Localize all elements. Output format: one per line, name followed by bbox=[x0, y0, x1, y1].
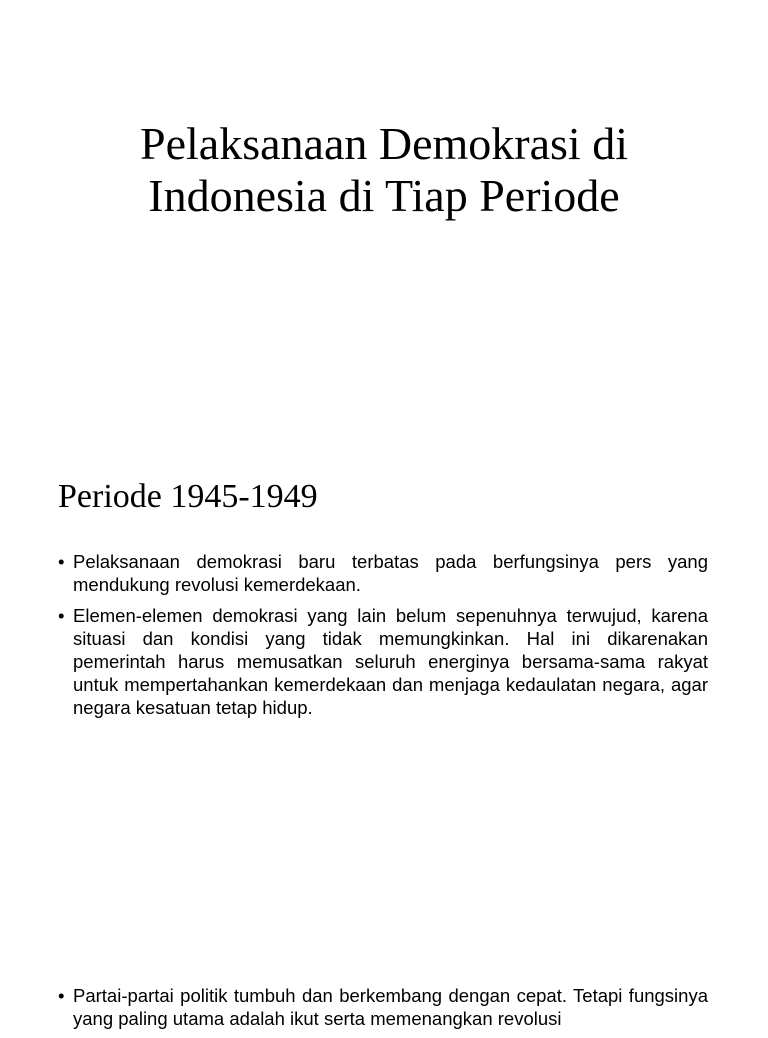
title-slide bbox=[0, 0, 768, 420]
slide-title-line-2: Indonesia di Tiap Periode bbox=[148, 170, 620, 221]
bullet-item: • Elemen-elemen demokrasi yang lain belum sepenuhnya terwujud, karena situasi dan kondisi yang tidak memungkinkan. Hal ini dikarenakan pemerintah harus memusatkan seluruh energinya bersama-sama rakyat untuk mempertahankan kemerdekaan dan menjaga kedaulatan negara, agar negara kesatuan tetap hidup. bbox=[58, 604, 708, 719]
slide-title-line-1: Pelaksanaan Demokrasi di bbox=[140, 118, 628, 169]
bullet-list bbox=[58, 550, 708, 727]
bullet-item: • Partai-partai politik tumbuh dan berkembang dengan cepat. Tetapi fungsinya yang paling utama adalah ikut serta memenangkan revolusi bbox=[58, 984, 708, 1030]
bullet-list-continued bbox=[58, 984, 708, 1038]
slide-title bbox=[60, 118, 708, 222]
section-heading: Periode 1945-1949 bbox=[58, 478, 318, 515]
bullet-item: • Pelaksanaan demokrasi baru terbatas pada berfungsinya pers yang mendukung revolusi kemerdekaan. bbox=[58, 550, 708, 596]
